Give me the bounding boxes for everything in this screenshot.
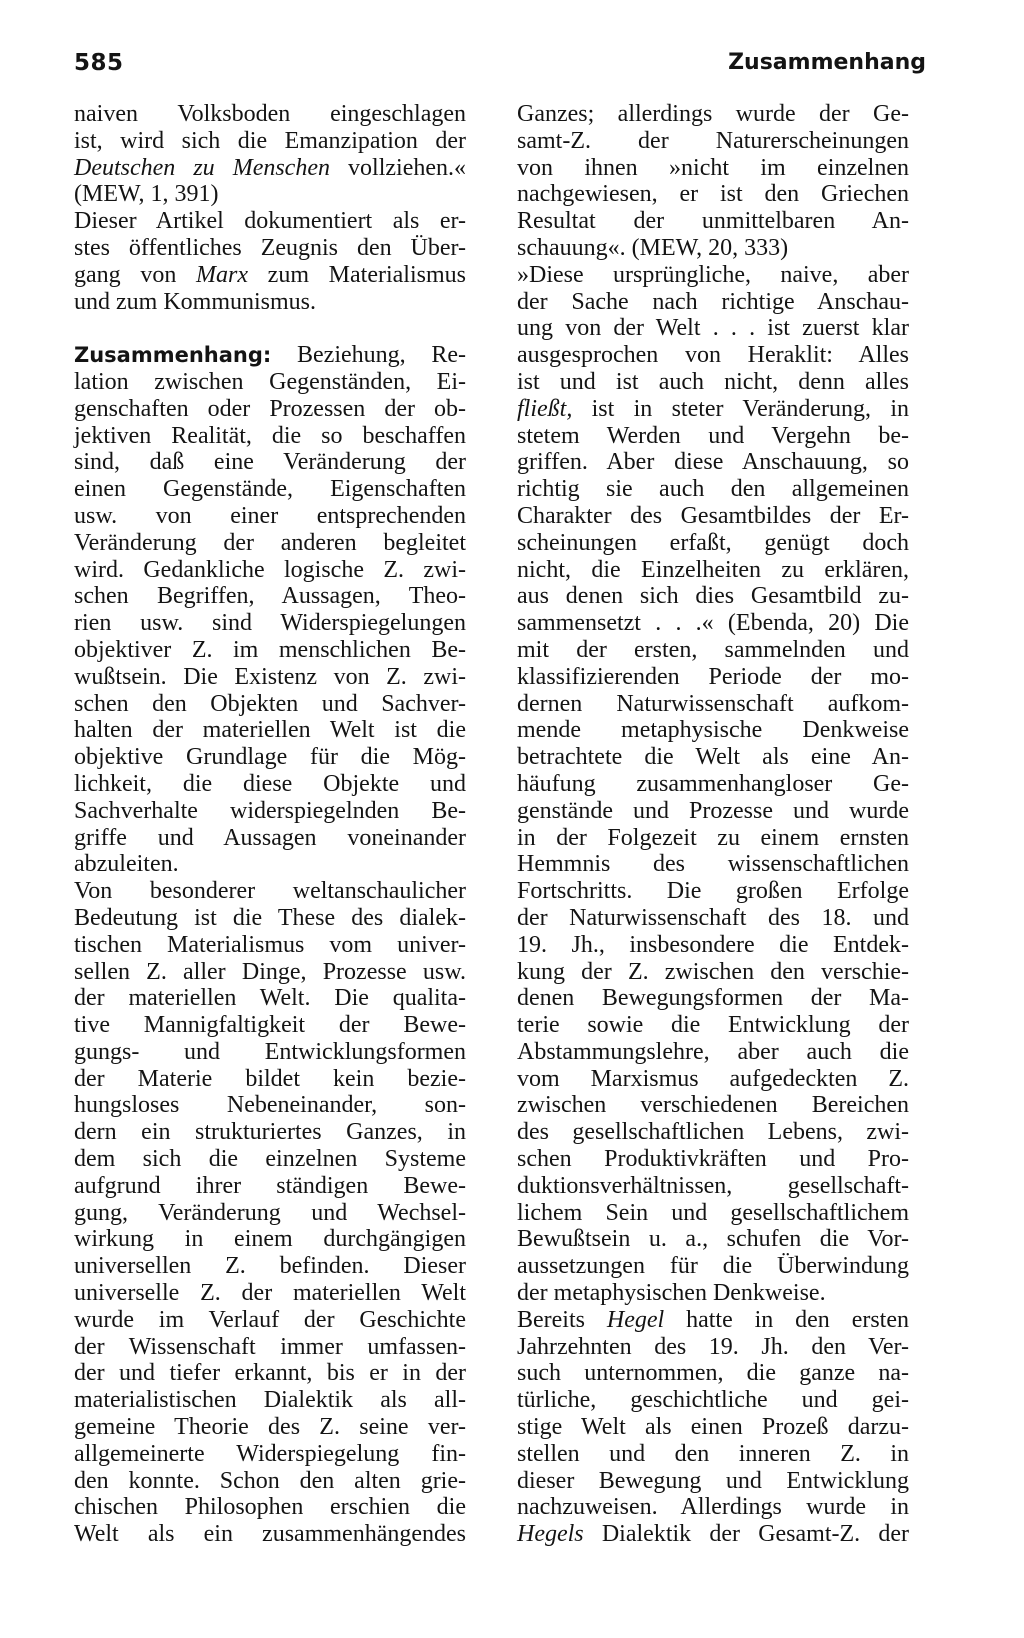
text-line: Resultat der unmittelbaren An- [517, 208, 909, 235]
text-line: ausgesprochen von Heraklit: Alles [517, 342, 909, 369]
running-head: Zusammenhang [728, 50, 926, 75]
text-line: terie sowie die Entwicklung der [517, 1012, 909, 1039]
text-line: gungs- und Entwicklungsformen [74, 1038, 466, 1065]
text-line: gung, Veränderung und Wechsel- [74, 1199, 466, 1226]
italic-term: Deutschen zu Menschen [74, 154, 330, 181]
text-line: »Diese ursprüngliche, naive, aber [517, 261, 909, 288]
text-line: schauung«. (MEW, 20, 333) [517, 234, 789, 261]
text-segment: gang von [74, 261, 197, 288]
right-column [517, 101, 909, 1548]
text-line: schen den Objekten und Sachver- [74, 690, 466, 717]
text-line: Dieser Artikel dokumentiert als er- [74, 208, 466, 235]
text-line: hungsloses Nebeneinander, son- [74, 1092, 466, 1119]
text-line: dernen Naturwissenschaft aufkom- [517, 690, 909, 717]
text-line: Fortschritts. Die großen Erfolge [517, 878, 909, 905]
text-line: aussetzungen für die Überwindung [517, 1253, 909, 1280]
text-line: genstände und Prozesse und wurde [517, 797, 909, 824]
text-line: nachgewiesen, er ist den Griechen [517, 181, 909, 208]
text-line: zwischen verschiedenen Bereichen [517, 1092, 909, 1119]
text-line: der Naturwissenschaft des 18. und [517, 904, 909, 931]
text-line: vom Marxismus aufgedeckten Z. [517, 1065, 909, 1092]
text-line: dern ein strukturiertes Ganzes, in [74, 1119, 466, 1146]
text-line: lichkeit, die diese Objekte und [74, 770, 466, 797]
text-line: rien usw. sind Widerspiegelungen [74, 610, 466, 637]
italic-term: fließt, [517, 395, 573, 422]
text-line: sellen Z. aller Dinge, Prozesse usw. [74, 958, 466, 985]
text-line: ist und ist auch nicht, denn alles [517, 368, 909, 395]
text-line: such unternommen, die ganze na- [517, 1360, 909, 1387]
text-line: des gesellschaftlichen Lebens, zwi- [517, 1119, 909, 1146]
left-column [74, 101, 466, 1548]
text-line: 19. Jh., insbesondere die Entdek- [517, 931, 909, 958]
text-line: duktionsverhältnissen, gesellschaft- [517, 1172, 909, 1199]
text-line: Von besonderer weltanschaulicher [74, 878, 466, 905]
text-line: stige Welt als einen Prozeß darzu- [517, 1414, 909, 1441]
text-line: und zum Kommunismus. [74, 288, 317, 315]
text-line: der materiellen Welt. Die qualita- [74, 985, 466, 1012]
text-line: ist, wird sich die Emanzipation der [74, 127, 466, 154]
text-line: Abstammungslehre, aber auch die [517, 1038, 909, 1065]
text-line: Ganzes; allerdings wurde der Ge- [517, 101, 909, 127]
text-line [74, 262, 466, 289]
text-line: sind, daß eine Veränderung der [74, 449, 466, 476]
entry-keyword: Zusammenhang: [74, 343, 272, 368]
italic-term: Hegels [517, 1521, 584, 1548]
text-line: universelle Z. der materiellen Welt [74, 1280, 466, 1307]
text-line: dem sich die einzelnen Systeme [74, 1146, 466, 1173]
text-line: häufung zusammenhangloser Ge- [517, 770, 909, 797]
text-line: griffe und Aussagen voneinander [74, 824, 466, 851]
page-number: 585 [74, 50, 124, 76]
text-line: einen Gegenstände, Eigenschaften [74, 476, 466, 503]
text-line: betrachtete die Welt als eine An- [517, 744, 909, 771]
text-line: türliche, geschichtliche und gei- [517, 1387, 909, 1414]
text-segment: Bereits [517, 1306, 607, 1333]
text-line: scheinungen erfaßt, genügt doch [517, 529, 909, 556]
paragraph-gap [74, 315, 466, 342]
text-line: gemeine Theorie des Z. seine ver- [74, 1414, 466, 1441]
text-line: ung von der Welt . . . ist zuerst klar [517, 315, 909, 342]
text-line: in der Folgezeit zu einem ernsten [517, 824, 909, 851]
text-line: (MEW, 1, 391) [74, 181, 219, 208]
text-line: der metaphysischen Denkweise. [517, 1280, 826, 1307]
text-line: der Wissenschaft immer umfassen- [74, 1333, 466, 1360]
text-segment: Beziehung, Re- [271, 342, 466, 369]
text-line: der und tiefer erkannt, bis er in der [74, 1360, 466, 1387]
text-line: der Materie bildet kein bezie- [74, 1065, 466, 1092]
text-line [517, 396, 909, 423]
text-line: aus denen sich dies Gesamtbild zu- [517, 583, 909, 610]
text-line: objektive Grundlage für die Mög- [74, 744, 466, 771]
text-line [517, 1307, 909, 1334]
text-line: von ihnen »nicht im einzelnen [517, 154, 909, 181]
text-line: tive Mannigfaltigkeit der Bewe- [74, 1012, 466, 1039]
text-line: chischen Philosophen erschien die [74, 1494, 466, 1521]
text-line: kung der Z. zwischen den verschie- [517, 958, 909, 985]
text-line [517, 1521, 909, 1548]
text-line: Hemmnis des wissenschaftlichen [517, 851, 909, 878]
text-line: mende metaphysische Denkweise [517, 717, 909, 744]
text-line: Sachverhalte widerspiegelnden Be- [74, 797, 466, 824]
text-segment: vollziehen.« [330, 154, 466, 181]
text-segment: ist in steter Veränderung, in [572, 395, 909, 422]
text-line: klassifizierenden Periode der mo- [517, 663, 909, 690]
text-line: Jahrzehnten des 19. Jh. den Ver- [517, 1333, 909, 1360]
text-line: halten der materiellen Welt ist die [74, 717, 466, 744]
text-line: stetem Werden und Vergehn be- [517, 422, 909, 449]
text-line: usw. von einer entsprechenden [74, 502, 466, 529]
text-line: denen Bewegungsformen der Ma- [517, 985, 909, 1012]
text-line: nicht, die Einzelheiten zu erklären, [517, 556, 909, 583]
text-line [74, 155, 466, 182]
text-line: Welt als ein zusammenhängendes [74, 1521, 466, 1548]
text-segment: zum Materialismus [248, 261, 466, 288]
text-line [74, 342, 466, 369]
text-line: den konnte. Schon den alten grie- [74, 1467, 466, 1494]
text-line: Bedeutung ist die These des dialek- [74, 904, 466, 931]
text-line: der Sache nach richtige Anschau- [517, 288, 909, 315]
text-line: Bewußtsein u. a., schufen die Vor- [517, 1226, 909, 1253]
text-line: dieser Bewegung und Entwicklung [517, 1467, 909, 1494]
italic-term: Hegel [606, 1306, 665, 1333]
text-line: sammensetzt . . .« (Ebenda, 20) Die [517, 610, 909, 637]
text-line: mit der ersten, sammelnden und [517, 636, 909, 663]
text-segment: Dialektik der Gesamt-Z. der [583, 1521, 909, 1548]
text-line: lichem Sein und gesellschaftlichem [517, 1199, 909, 1226]
text-line: genschaften oder Prozessen der ob- [74, 395, 466, 422]
text-line: universellen Z. befinden. Dieser [74, 1253, 466, 1280]
text-line: wird. Gedankliche logische Z. zwi- [74, 556, 466, 583]
text-line: objektiver Z. im menschlichen Be- [74, 636, 466, 663]
text-line: allgemeinerte Widerspiegelung fin- [74, 1440, 466, 1467]
text-line: Veränderung der anderen begleitet [74, 529, 466, 556]
text-line: Charakter des Gesamtbildes der Er- [517, 502, 909, 529]
text-line: nachzuweisen. Allerdings wurde in [517, 1494, 909, 1521]
text-line: abzuleiten. [74, 851, 179, 878]
text-line: materialistischen Dialektik als all- [74, 1387, 466, 1414]
italic-term: Marx [196, 261, 248, 288]
text-line: tischen Materialismus vom univer- [74, 931, 466, 958]
text-line: wirkung in einem durchgängigen [74, 1226, 466, 1253]
text-line: richtig sie auch den allgemeinen [517, 476, 909, 503]
text-line: stes öffentliches Zeugnis den Über- [74, 234, 466, 261]
text-line: lation zwischen Gegenständen, Ei- [74, 368, 466, 395]
text-line: jektiven Realität, die so beschaffen [74, 422, 466, 449]
text-line: griffen. Aber diese Anschauung, so [517, 449, 909, 476]
text-line: naiven Volksboden eingeschlagen [74, 101, 466, 127]
text-segment: hatte in den ersten [664, 1306, 910, 1333]
text-line: schen Produktivkräften und Pro- [517, 1146, 909, 1173]
text-line: stellen und den inneren Z. in [517, 1440, 909, 1467]
text-line: samt-Z. der Naturerscheinungen [517, 127, 909, 154]
text-line: wurde im Verlauf der Geschichte [74, 1306, 466, 1333]
text-line: wußtsein. Die Existenz von Z. zwi- [74, 663, 466, 690]
text-line: aufgrund ihrer ständigen Bewe- [74, 1172, 466, 1199]
text-line: schen Begriffen, Aussagen, Theo- [74, 583, 466, 610]
